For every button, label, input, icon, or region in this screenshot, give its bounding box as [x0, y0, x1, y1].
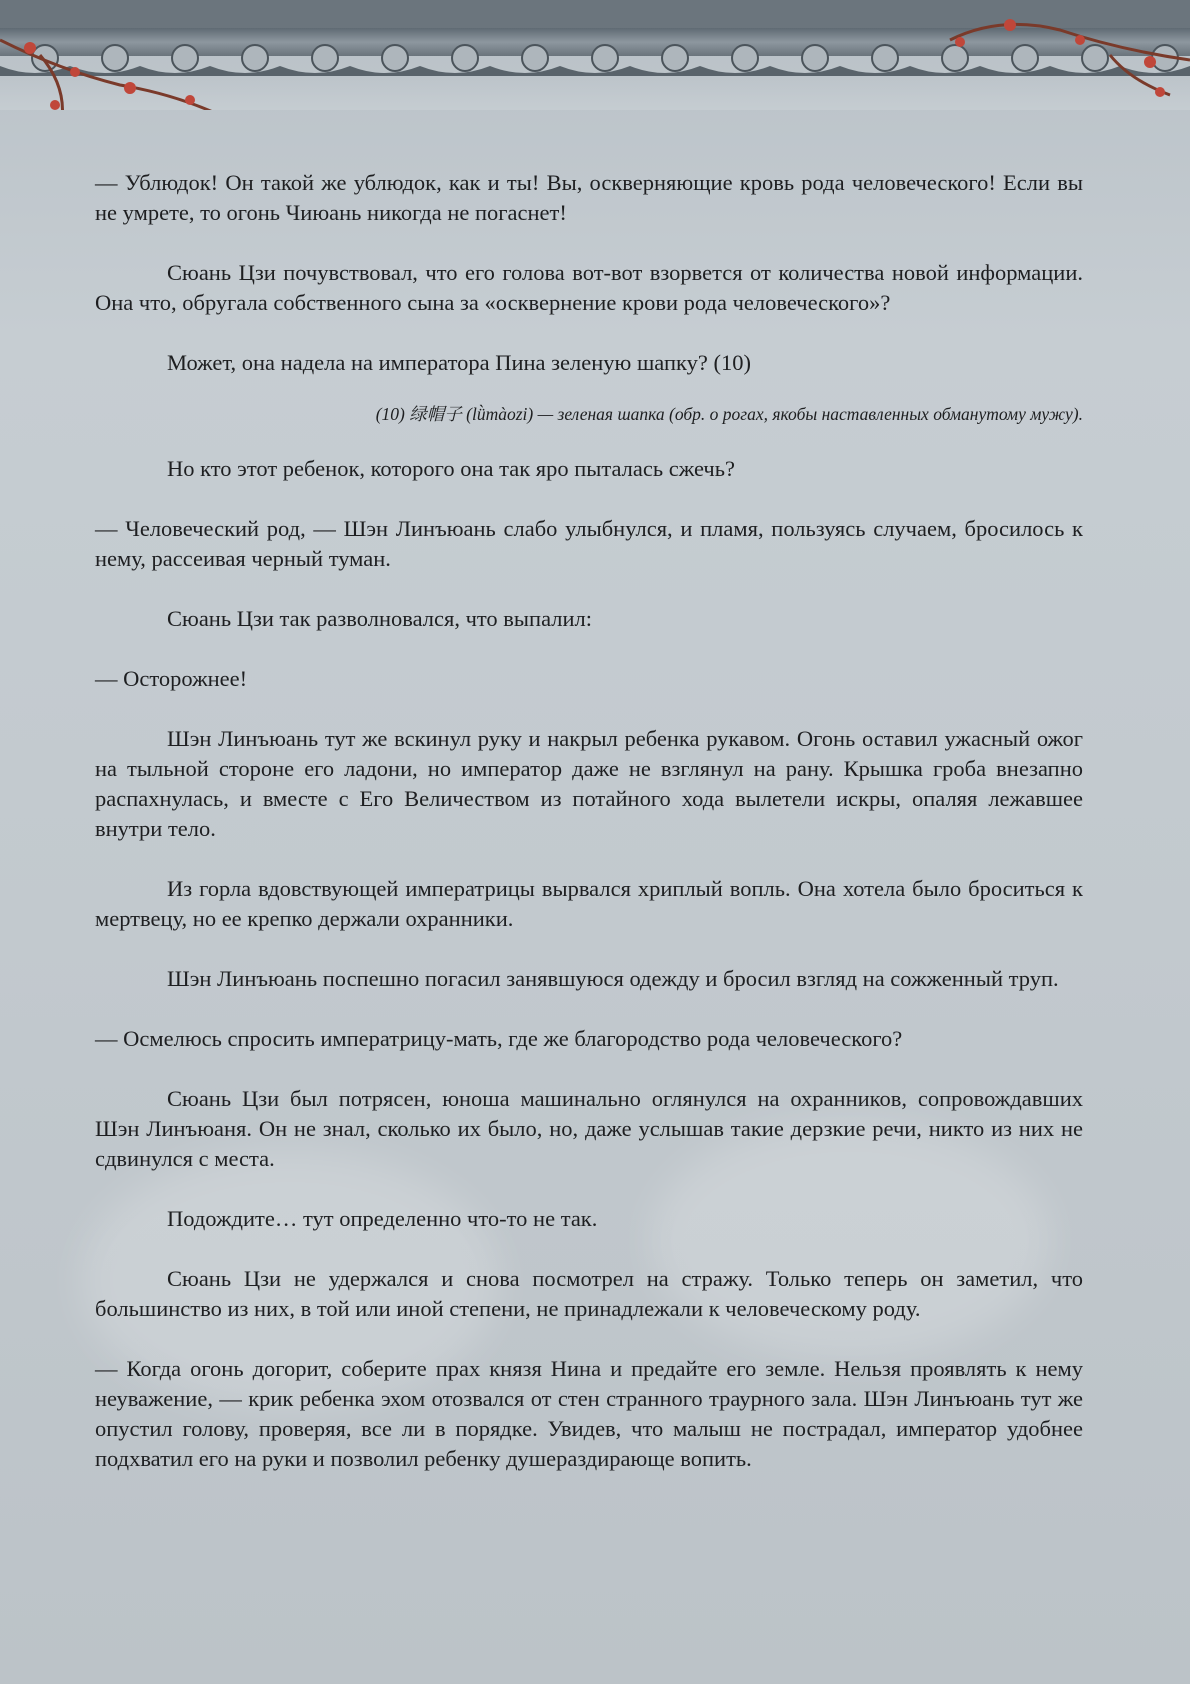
paragraph: Но кто этот ребенок, которого она так яро пыталась сжечь?	[167, 456, 735, 481]
paragraph: — Осмелюсь спросить императрицу-мать, где же благородство рода человеческого?	[95, 1026, 903, 1051]
paragraph: — Осторожнее!	[95, 666, 248, 691]
paragraph: — Человеческий род, — Шэн Линъюань слабо улыбнулся, и пламя, пользуясь случаем, бросилось к нему, рассеивая черный туман.	[95, 516, 1083, 571]
paragraph: Подождите… тут определенно что-то не так.	[167, 1206, 598, 1231]
paragraph: Сюань Цзи не удержался и снова посмотрел на стражу. Только теперь он заметил, что большинство из них, в той или иной степени, не принадлежали к человеческому роду.	[95, 1266, 1083, 1321]
paragraph: Сюань Цзи почувствовал, что его голова вот-вот взорвется от количества новой информации. Она что, обругала собственного сына за «осквернение крови рода человеческого»?	[95, 260, 1083, 315]
page-text-body	[95, 168, 1083, 1504]
paragraph: — Когда огонь догорит, соберите прах князя Нина и предайте его земле. Нельзя проявлять к нему неуважение, — крик ребенка эхом отозвался от стен странного траурного зала. Шэн Линъюань тут же опустил голову, проверяя, все ли в порядке. Увидев, что малыш не пострадал, император удобнее подхватил его на руки и позволил ребенку душераздирающе вопить.	[95, 1356, 1083, 1471]
roof-tiles-decoration	[0, 0, 1190, 110]
footnote: (10) 绿帽子 (lǜmàozi) — зеленая шапка (обр. о рогах, якобы наставленных обманутому мужу).	[375, 404, 1083, 424]
paragraph: Шэн Линъюань тут же вскинул руку и накрыл ребенка рукавом. Огонь оставил ужасный ожог на тыльной стороне его ладони, но император даже не взглянул на рану. Крышка гроба внезапно распахнулась, и вместе с Его Величеством из потайного хода вылетели искры, опаляя лежавшее внутри тело.	[95, 726, 1083, 841]
paragraph: Из горла вдовствующей императрицы вырвался хриплый вопль. Она хотела было броситься к мертвецу, но ее крепко держали охранники.	[95, 876, 1083, 931]
paragraph: Может, она надела на императора Пина зеленую шапку? (10)	[167, 350, 752, 375]
paragraph: Сюань Цзи был потрясен, юноша машинально оглянулся на охранников, сопровождавших Шэн Линъюаня. Он не знал, сколько их было, но, даже услышав такие дерзкие речи, никто из них не сдвинулся с места.	[95, 1086, 1083, 1171]
paragraph: — Ублюдок! Он такой же ублюдок, как и ты! Вы, оскверняющие кровь рода человеческого! Если вы не умрете, то огонь Чиюань никогда не погаснет!	[95, 170, 1083, 225]
paragraph: Сюань Цзи так разволновался, что выпалил:	[167, 606, 593, 631]
paragraph: Шэн Линъюань поспешно погасил занявшуюся одежду и бросил взгляд на сожженный труп.	[167, 966, 1059, 991]
